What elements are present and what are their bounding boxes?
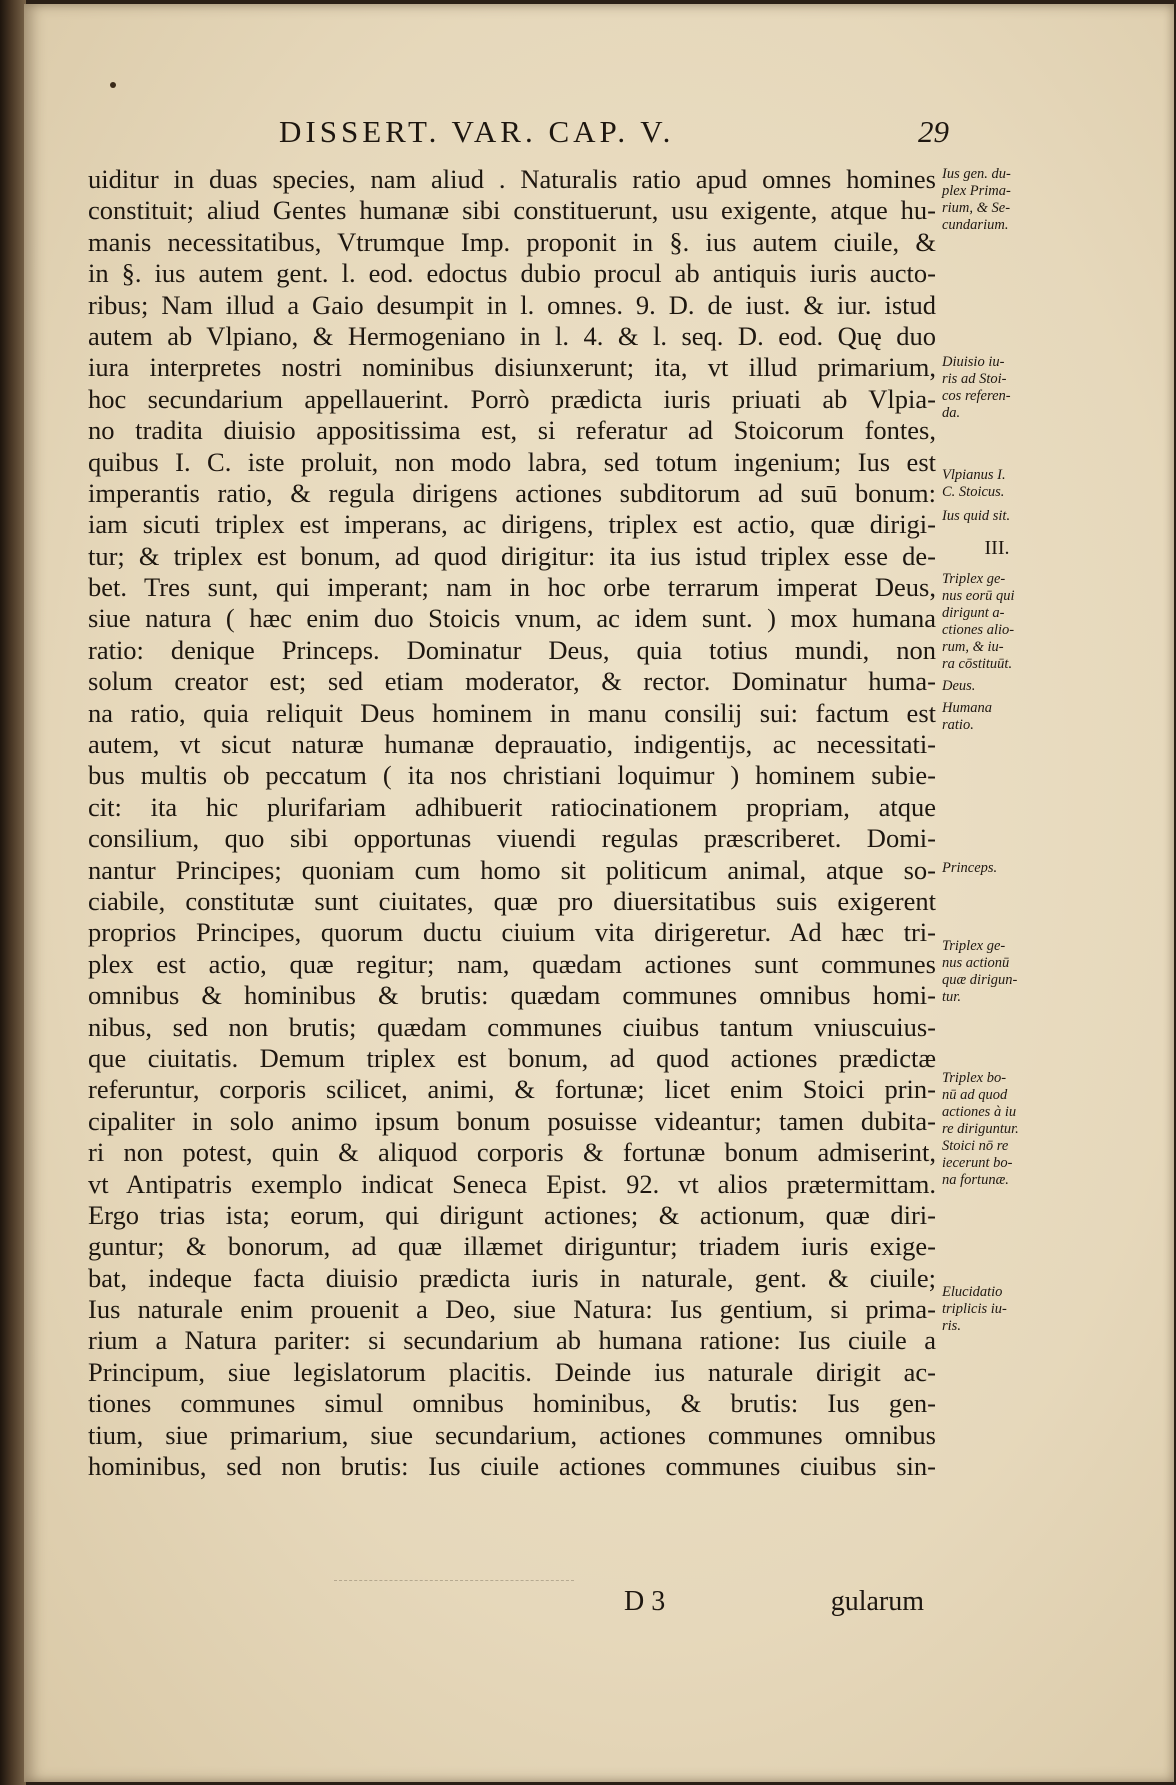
- text-line: autem ab Vlpiano, & Hermogeniano in l. 4. & l. seq. D. eod. Quę duo: [88, 320, 936, 351]
- margin-note-line: iecerunt bo-: [942, 1155, 1013, 1172]
- text-line: referuntur, corporis scilicet, animi, & fortunæ; licet enim Stoici prin-: [88, 1074, 936, 1105]
- text-line: ribus; Nam illud a Gaio desumpit in l. omnes. 9. D. de iust. & iur. istud: [88, 289, 936, 320]
- margin-note-line: cos referen-: [942, 388, 1011, 405]
- margin-note-line: actiones à iu: [942, 1104, 1017, 1121]
- text-line: imperantis ratio, & regula dirigens actiones subditorum ad suū bonum:: [88, 477, 936, 508]
- margin-note-line: ris.: [942, 1317, 961, 1334]
- margin-note-line: nus actionū: [942, 955, 1010, 972]
- text-line: nantur Principes; quoniam cum homo sit politicum animal, atque so-: [88, 854, 936, 885]
- margin-note: [942, 536, 1052, 559]
- text-line: bet. Tres sunt, qui imperant; nam in hoc orbe terrarum imperat Deus,: [88, 572, 936, 603]
- margin-note: [942, 354, 1052, 422]
- page-header: [279, 114, 979, 160]
- margin-note-line: Diuisio iu-: [942, 354, 1005, 371]
- text-line: nibus, sed non brutis; quædam communes ciuibus tantum vniuscuius-: [88, 1011, 936, 1042]
- text-line: que ciuitatis. Demum triplex est bonum, ad quod actiones prædictæ: [88, 1042, 936, 1073]
- margin-note-line: III.: [984, 536, 1010, 559]
- margin-note-line: Humana: [942, 699, 992, 716]
- margin-note-line: C. Stoicus.: [942, 484, 1005, 501]
- margin-note: [942, 571, 1052, 673]
- text-line: solum creator est; sed etiam moderator, & rector. Dominatur huma-: [88, 666, 936, 697]
- signature-mark: D 3: [624, 1586, 666, 1617]
- text-line: hoc secundarium appellauerint. Porrò prædicta iuris priuati ab Vlpia-: [88, 383, 936, 414]
- margin-note-line: Triplex bo-: [942, 1070, 1007, 1087]
- catchword: gularum: [830, 1586, 924, 1617]
- margin-note: [942, 1284, 1052, 1335]
- page-footer: [524, 1586, 964, 1626]
- text-line: siue natura ( hæc enim duo Stoicis vnum, ac idem sunt. ) mox humana: [88, 603, 936, 634]
- margin-note-line: ratio.: [942, 716, 974, 733]
- margin-note-line: cundarium.: [942, 217, 1009, 233]
- margin-note: [942, 467, 1052, 501]
- book-spine: [0, 0, 26, 1785]
- text-line: omnibus & hominibus & brutis: quædam communes omnibus homi-: [88, 980, 936, 1011]
- margin-note-line: Triplex ge-: [942, 938, 1006, 955]
- margin-note-line: rum, & iu-: [942, 639, 1004, 656]
- text-line: autem, vt sicut naturæ humanæ deprauatio, indigentijs, ac necessitati-: [88, 729, 936, 760]
- margin-note-line: nū ad quod: [942, 1087, 1008, 1104]
- margin-note-line: ctiones alio-: [942, 622, 1015, 639]
- text-line: tur; & triplex est bonum, ad quod dirigitur: ita ius istud triplex esse de-: [88, 540, 936, 571]
- body-text: [88, 164, 936, 1482]
- margin-note-line: Vlpianus I.: [942, 467, 1006, 484]
- margin-note-line: da.: [942, 405, 961, 422]
- margin-note: [942, 678, 1052, 695]
- text-line: na ratio, quia reliquit Deus hominem in manu consilij sui: factum est: [88, 697, 936, 728]
- margin-note-line: re diriguntur.: [942, 1121, 1019, 1138]
- margin-note-line: Stoici nō re: [942, 1138, 1009, 1155]
- text-line: rium a Natura pariter: si secundarium ab humana ratione: Ius ciuile a: [88, 1325, 936, 1356]
- margin-note-line: triplicis iu-: [942, 1300, 1007, 1317]
- text-line: in §. ius autem gent. l. eod. edoctus dubio procul ab antiquis iuris aucto-: [88, 258, 936, 289]
- margin-note-line: tur.: [942, 989, 961, 1006]
- margin-note-line: nus eorū qui: [942, 588, 1015, 605]
- text-line: consilium, quo sibi opportunas viuendi regulas præscriberet. Domi-: [88, 823, 936, 854]
- margin-note-line: ra cōstituūt.: [942, 656, 1013, 673]
- text-line: manis necessitatibus, Vtrumque Imp. proponit in §. ius autem ciuile, &: [88, 226, 936, 257]
- margin-note: [942, 166, 1052, 234]
- margin-note: [942, 1070, 1052, 1189]
- text-line: cit: ita hic plurifariam adhibuerit ratiocinationem propriam, atque: [88, 791, 936, 822]
- margin-note-line: rium, & Se-: [942, 200, 1011, 216]
- text-line: ratio: denique Princeps. Dominatur Deus, quia totius mundi, non: [88, 634, 936, 665]
- text-line: ri non potest, quin & aliquod corporis & fortunæ bonum admiserint,: [88, 1137, 936, 1168]
- ink-spot: [110, 82, 116, 88]
- text-line: iura interpretes nostri nominibus disiunxerunt; ita, vt illud primarium,: [88, 352, 936, 383]
- margin-note: [942, 700, 1052, 734]
- margin-note-line: Deus.: [942, 677, 976, 694]
- text-line: tiones communes simul omnibus hominibus, & brutis: Ius gen-: [88, 1388, 936, 1419]
- text-line: tium, siue primarium, siue secundarium, actiones communes omnibus: [88, 1419, 936, 1450]
- text-line: no tradita diuisio appositissima est, si referatur ad Stoicorum fontes,: [88, 415, 936, 446]
- text-line: uiditur in duas species, nam aliud . Naturalis ratio apud omnes homines: [88, 164, 936, 194]
- text-line: ciabile, constitutæ sunt ciuitates, quæ pro diuersitatibus suis exigerent: [88, 885, 936, 916]
- margin-note-line: Princeps.: [942, 859, 998, 876]
- margin-note-line: plex Prima-: [942, 183, 1011, 199]
- margin-note-line: quæ dirigun-: [942, 972, 1018, 989]
- margin-note: [942, 860, 1052, 877]
- text-line: vt Antipatris exemplo indicat Seneca Epist. 92. vt alios prætermittam.: [88, 1168, 936, 1199]
- margin-note-line: dirigunt a-: [942, 605, 1005, 622]
- page-number: 29: [918, 114, 949, 149]
- margin-note-line: Elucidatio: [942, 1283, 1003, 1300]
- margin-note: [942, 508, 1052, 525]
- running-head: DISSERT. VAR. CAP. V.: [279, 114, 675, 149]
- faint-rule: [334, 1580, 574, 1581]
- book-page: [24, 4, 1174, 1782]
- text-line: iam sicuti triplex est imperans, ac dirigens, triplex est actio, quæ dirigi-: [88, 509, 936, 540]
- margin-note: [942, 938, 1052, 1006]
- margin-note-line: ris ad Stoi-: [942, 371, 1007, 388]
- text-line: bus multis ob peccatum ( ita nos christiani loquimur ) hominem subie-: [88, 760, 936, 791]
- text-line: guntur; & bonorum, ad quæ illæmet diriguntur; triadem iuris exige-: [88, 1231, 936, 1262]
- text-line: Ius naturale enim prouenit a Deo, siue Natura: Ius gentium, si prima-: [88, 1294, 936, 1325]
- margin-note-line: na fortunæ.: [942, 1172, 1009, 1189]
- text-line: Principum, siue legislatorum placitis. Deinde ius naturale dirigit ac-: [88, 1356, 936, 1387]
- text-line: cipaliter in solo animo ipsum bonum posuisse videantur; tamen dubita-: [88, 1105, 936, 1136]
- margin-note-line: Ius gen. du-: [942, 166, 1011, 182]
- text-line: quibus I. C. iste proluit, non modo labra, sed totum ingenium; Ius est: [88, 446, 936, 477]
- margin-note-line: Triplex ge-: [942, 571, 1006, 588]
- text-line: Ergo trias ista; eorum, qui dirigunt actiones; & actionum, quæ diri-: [88, 1199, 936, 1230]
- text-line: hominibus, sed non brutis: Ius ciuile actiones communes ciuibus sin-: [88, 1451, 936, 1482]
- margin-note-line: Ius quid sit.: [942, 508, 1011, 525]
- text-line: plex est actio, quæ regitur; nam, quædam actiones sunt communes: [88, 948, 936, 979]
- text-line: bat, indeque facta diuisio prædicta iuris in naturale, gent. & ciuile;: [88, 1262, 936, 1293]
- text-line: proprios Principes, quorum ductu ciuium vita dirigeretur. Ad hæc tri-: [88, 917, 936, 948]
- text-line: constituit; aliud Gentes humanæ sibi constituerunt, usu exigente, atque hu-: [88, 195, 936, 226]
